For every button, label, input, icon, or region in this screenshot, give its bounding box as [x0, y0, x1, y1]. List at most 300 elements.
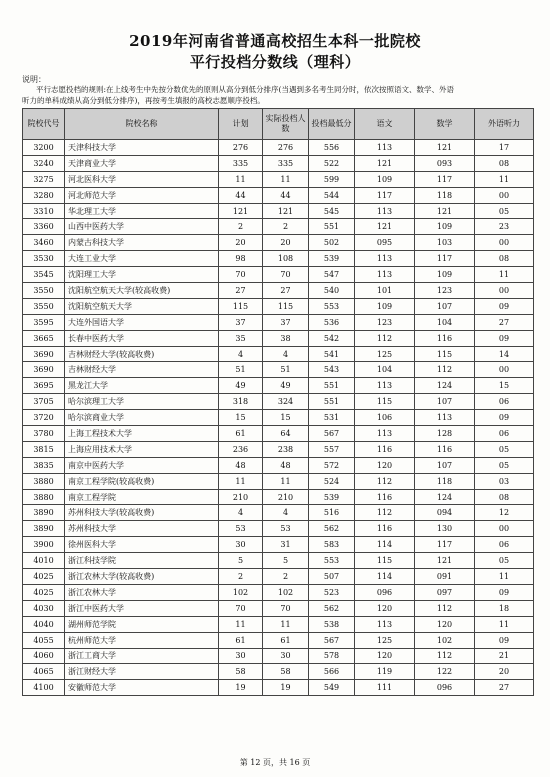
cell-actual: 15	[263, 410, 309, 426]
cell-min-score: 542	[309, 330, 355, 346]
cell-math: 107	[415, 298, 475, 314]
cell-math: 130	[415, 521, 475, 537]
cell-min-score: 551	[309, 219, 355, 235]
cell-min-score: 507	[309, 569, 355, 585]
cell-name: 上海应用技术大学	[65, 441, 219, 457]
cell-listening: 09	[475, 330, 534, 346]
cell-min-score: 583	[309, 537, 355, 553]
cell-chinese: 115	[355, 394, 415, 410]
cell-math: 117	[415, 537, 475, 553]
cell-name: 沈阳航空航天大学(较高收费)	[65, 283, 219, 299]
cell-plan: 51	[219, 362, 263, 378]
table-row	[23, 219, 534, 235]
cell-chinese: 113	[355, 267, 415, 283]
cell-actual: 53	[263, 521, 309, 537]
cell-min-score: 502	[309, 235, 355, 251]
cell-math: 094	[415, 505, 475, 521]
cell-code: 4025	[23, 584, 65, 600]
table-row	[23, 394, 534, 410]
cell-math: 128	[415, 426, 475, 442]
table-row	[23, 314, 534, 330]
cell-math: 097	[415, 584, 475, 600]
cell-actual: 4	[263, 346, 309, 362]
cell-min-score: 531	[309, 410, 355, 426]
cell-chinese: 113	[355, 203, 415, 219]
cell-actual: 38	[263, 330, 309, 346]
cell-listening: 08	[475, 251, 534, 267]
cell-actual: 49	[263, 378, 309, 394]
table-row	[23, 664, 534, 680]
cell-code: 3890	[23, 505, 65, 521]
table-row	[23, 330, 534, 346]
cell-math: 117	[415, 251, 475, 267]
cell-code: 3690	[23, 346, 65, 362]
cell-code: 3240	[23, 155, 65, 171]
cell-listening: 20	[475, 664, 534, 680]
cell-listening: 05	[475, 441, 534, 457]
cell-math: 116	[415, 330, 475, 346]
cell-code: 3880	[23, 473, 65, 489]
cell-min-score: 567	[309, 426, 355, 442]
cell-plan: 30	[219, 648, 263, 664]
cell-chinese: 121	[355, 155, 415, 171]
cell-min-score: 556	[309, 140, 355, 156]
cell-plan: 58	[219, 664, 263, 680]
cell-actual: 37	[263, 314, 309, 330]
cell-name: 浙江中医药大学	[65, 600, 219, 616]
cell-chinese: 106	[355, 410, 415, 426]
cell-listening: 06	[475, 394, 534, 410]
col-header-listening: 外语听力	[475, 109, 534, 140]
cell-name: 长春中医药大学	[65, 330, 219, 346]
table-row	[23, 426, 534, 442]
table-body	[23, 140, 534, 696]
cell-chinese: 114	[355, 569, 415, 585]
table-row	[23, 569, 534, 585]
cell-math: 117	[415, 171, 475, 187]
cell-actual: 11	[263, 473, 309, 489]
cell-listening: 00	[475, 362, 534, 378]
table-row	[23, 155, 534, 171]
cell-code: 3665	[23, 330, 65, 346]
cell-math: 113	[415, 410, 475, 426]
col-header-actual: 实际投档人数	[263, 109, 309, 140]
cell-name: 杭州师范大学	[65, 632, 219, 648]
cell-min-score: 540	[309, 283, 355, 299]
table-row	[23, 505, 534, 521]
cell-actual: 2	[263, 219, 309, 235]
cell-min-score: 539	[309, 489, 355, 505]
cell-listening: 18	[475, 600, 534, 616]
cell-math: 116	[415, 441, 475, 457]
cell-math: 103	[415, 235, 475, 251]
cell-code: 3705	[23, 394, 65, 410]
table-row	[23, 473, 534, 489]
cell-actual: 51	[263, 362, 309, 378]
table-row	[23, 140, 534, 156]
cell-actual: 5	[263, 553, 309, 569]
col-header-math: 数学	[415, 109, 475, 140]
cell-min-score: 551	[309, 378, 355, 394]
cell-math: 118	[415, 187, 475, 203]
cell-chinese: 120	[355, 600, 415, 616]
cell-plan: 4	[219, 505, 263, 521]
cell-code: 3880	[23, 489, 65, 505]
cell-actual: 58	[263, 664, 309, 680]
cell-name: 南京工程学院(较高收费)	[65, 473, 219, 489]
cell-code: 3550	[23, 298, 65, 314]
cell-actual: 30	[263, 648, 309, 664]
cell-plan: 318	[219, 394, 263, 410]
cell-min-score: 538	[309, 616, 355, 632]
cell-code: 4010	[23, 553, 65, 569]
cell-plan: 19	[219, 680, 263, 696]
table-row	[23, 346, 534, 362]
note-line-2: 听力的单科成绩从高分到低分排序)，再按考生填报的高校志愿顺序投档。	[22, 96, 265, 105]
cell-name: 浙江农林大学	[65, 584, 219, 600]
cell-listening: 11	[475, 171, 534, 187]
cell-plan: 5	[219, 553, 263, 569]
cell-name: 哈尔滨理工大学	[65, 394, 219, 410]
cell-plan: 2	[219, 219, 263, 235]
table-row	[23, 235, 534, 251]
cell-chinese: 120	[355, 457, 415, 473]
table-row	[23, 680, 534, 696]
cell-min-score: 523	[309, 584, 355, 600]
cell-math: 112	[415, 648, 475, 664]
table-row	[23, 362, 534, 378]
cell-code: 3360	[23, 219, 65, 235]
cell-plan: 61	[219, 426, 263, 442]
cell-name: 南京中医药大学	[65, 457, 219, 473]
cell-chinese: 121	[355, 219, 415, 235]
cell-min-score: 522	[309, 155, 355, 171]
cell-plan: 121	[219, 203, 263, 219]
cell-code: 4040	[23, 616, 65, 632]
cell-math: 091	[415, 569, 475, 585]
table-row	[23, 187, 534, 203]
cell-min-score: 547	[309, 267, 355, 283]
cell-code: 3530	[23, 251, 65, 267]
cell-listening: 09	[475, 410, 534, 426]
cell-name: 华北理工大学	[65, 203, 219, 219]
cell-name: 河北医科大学	[65, 171, 219, 187]
table-row	[23, 298, 534, 314]
cell-code: 3835	[23, 457, 65, 473]
cell-chinese: 112	[355, 330, 415, 346]
cell-chinese: 123	[355, 314, 415, 330]
cell-listening: 08	[475, 155, 534, 171]
cell-plan: 37	[219, 314, 263, 330]
cell-min-score: 562	[309, 521, 355, 537]
table-header-row	[23, 109, 534, 140]
cell-listening: 05	[475, 203, 534, 219]
cell-min-score: 545	[309, 203, 355, 219]
cell-math: 112	[415, 600, 475, 616]
cell-listening: 27	[475, 680, 534, 696]
cell-min-score: 562	[309, 600, 355, 616]
cell-actual: 20	[263, 235, 309, 251]
cell-name: 哈尔滨商业大学	[65, 410, 219, 426]
cell-min-score: 566	[309, 664, 355, 680]
cell-chinese: 116	[355, 489, 415, 505]
cell-math: 109	[415, 267, 475, 283]
cell-listening: 00	[475, 283, 534, 299]
cell-name: 吉林财经大学(较高收费)	[65, 346, 219, 362]
cell-code: 3200	[23, 140, 65, 156]
page-title: 2019年河南省普通高校招生本科一批院校	[129, 32, 421, 50]
cell-chinese: 113	[355, 426, 415, 442]
cell-min-score: 536	[309, 314, 355, 330]
cell-name: 徐州医科大学	[65, 537, 219, 553]
cell-code: 3690	[23, 362, 65, 378]
cell-actual: 276	[263, 140, 309, 156]
cell-name: 沈阳航空航天大学	[65, 298, 219, 314]
cell-listening: 12	[475, 505, 534, 521]
cell-math: 109	[415, 219, 475, 235]
cell-name: 沈阳理工大学	[65, 267, 219, 283]
cell-plan: 11	[219, 171, 263, 187]
cell-chinese: 125	[355, 346, 415, 362]
cell-math: 122	[415, 664, 475, 680]
cell-code: 3720	[23, 410, 65, 426]
cell-min-score: 543	[309, 362, 355, 378]
table-row	[23, 267, 534, 283]
cell-name: 天津商业大学	[65, 155, 219, 171]
cell-listening: 11	[475, 267, 534, 283]
cell-plan: 4	[219, 346, 263, 362]
table-row	[23, 441, 534, 457]
table-row	[23, 632, 534, 648]
col-header-plan: 计划	[219, 109, 263, 140]
cell-min-score: 578	[309, 648, 355, 664]
cell-code: 3900	[23, 537, 65, 553]
table-row	[23, 584, 534, 600]
cell-actual: 210	[263, 489, 309, 505]
cell-plan: 115	[219, 298, 263, 314]
cell-min-score: 524	[309, 473, 355, 489]
cell-code: 4100	[23, 680, 65, 696]
cell-actual: 121	[263, 203, 309, 219]
cell-min-score: 516	[309, 505, 355, 521]
cell-min-score: 567	[309, 632, 355, 648]
cell-math: 120	[415, 616, 475, 632]
cell-math: 118	[415, 473, 475, 489]
cell-listening: 08	[475, 489, 534, 505]
cell-listening: 23	[475, 219, 534, 235]
cell-math: 104	[415, 314, 475, 330]
cell-chinese: 116	[355, 441, 415, 457]
cell-listening: 09	[475, 298, 534, 314]
cell-math: 124	[415, 489, 475, 505]
cell-listening: 05	[475, 553, 534, 569]
cell-plan: 30	[219, 537, 263, 553]
cell-chinese: 115	[355, 553, 415, 569]
table-row	[23, 203, 534, 219]
cell-actual: 238	[263, 441, 309, 457]
cell-listening: 00	[475, 187, 534, 203]
cell-plan: 20	[219, 235, 263, 251]
col-header-name: 院校名称	[65, 109, 219, 140]
cell-actual: 64	[263, 426, 309, 442]
cell-plan: 98	[219, 251, 263, 267]
cell-listening: 03	[475, 473, 534, 489]
cell-listening: 05	[475, 457, 534, 473]
cell-plan: 53	[219, 521, 263, 537]
cell-actual: 31	[263, 537, 309, 553]
cell-chinese: 116	[355, 521, 415, 537]
cell-code: 4030	[23, 600, 65, 616]
cell-plan: 210	[219, 489, 263, 505]
notes-label: 说明：	[22, 75, 46, 84]
cell-actual: 2	[263, 569, 309, 585]
col-header-min-score: 投档最低分	[309, 109, 355, 140]
cell-plan: 35	[219, 330, 263, 346]
cell-math: 102	[415, 632, 475, 648]
cell-actual: 115	[263, 298, 309, 314]
cell-listening: 14	[475, 346, 534, 362]
cell-code: 3890	[23, 521, 65, 537]
cell-math: 112	[415, 362, 475, 378]
cell-code: 3695	[23, 378, 65, 394]
cell-name: 黑龙江大学	[65, 378, 219, 394]
cell-listening: 17	[475, 140, 534, 156]
cell-min-score: 553	[309, 298, 355, 314]
cell-math: 115	[415, 346, 475, 362]
cell-min-score: 599	[309, 171, 355, 187]
cell-listening: 00	[475, 521, 534, 537]
cell-name: 湖州师范学院	[65, 616, 219, 632]
cell-code: 4065	[23, 664, 65, 680]
table-row	[23, 521, 534, 537]
cell-chinese: 095	[355, 235, 415, 251]
cell-chinese: 112	[355, 473, 415, 489]
cell-actual: 102	[263, 584, 309, 600]
cell-plan: 61	[219, 632, 263, 648]
cell-actual: 61	[263, 632, 309, 648]
cell-actual: 11	[263, 171, 309, 187]
cell-min-score: 544	[309, 187, 355, 203]
cell-plan: 49	[219, 378, 263, 394]
cell-min-score: 557	[309, 441, 355, 457]
cell-chinese: 125	[355, 632, 415, 648]
cell-actual: 4	[263, 505, 309, 521]
cell-actual: 48	[263, 457, 309, 473]
cell-math: 123	[415, 283, 475, 299]
note-line-1: 平行志愿投档的规则:在上线考生中先按分数优先的原则从高分到低分排序(当遇到多名考生同分时，依次按照语文、数学、外语	[36, 85, 454, 94]
table-row	[23, 251, 534, 267]
cell-math: 121	[415, 203, 475, 219]
cell-code: 3460	[23, 235, 65, 251]
cell-plan: 335	[219, 155, 263, 171]
cell-math: 107	[415, 457, 475, 473]
cell-plan: 2	[219, 569, 263, 585]
cell-actual: 19	[263, 680, 309, 696]
cell-listening: 21	[475, 648, 534, 664]
cell-name: 苏州科技大学	[65, 521, 219, 537]
page-footer: 第 12 页，共 16 页	[239, 758, 311, 767]
cell-code: 3275	[23, 171, 65, 187]
cell-listening: 11	[475, 569, 534, 585]
cell-name: 安徽师范大学	[65, 680, 219, 696]
cell-name: 苏州科技大学(较高收费)	[65, 505, 219, 521]
cell-math: 096	[415, 680, 475, 696]
cell-chinese: 114	[355, 537, 415, 553]
cell-name: 天津科技大学	[65, 140, 219, 156]
cell-math: 121	[415, 140, 475, 156]
cell-chinese: 120	[355, 648, 415, 664]
cell-chinese: 113	[355, 378, 415, 394]
cell-code: 3545	[23, 267, 65, 283]
cell-name: 南京工程学院	[65, 489, 219, 505]
cell-actual: 11	[263, 616, 309, 632]
col-header-chinese: 语文	[355, 109, 415, 140]
cell-code: 3310	[23, 203, 65, 219]
cell-math: 121	[415, 553, 475, 569]
cell-name: 内蒙古科技大学	[65, 235, 219, 251]
score-table	[22, 108, 534, 696]
cell-math: 124	[415, 378, 475, 394]
cell-plan: 15	[219, 410, 263, 426]
cell-min-score: 553	[309, 553, 355, 569]
table-row	[23, 537, 534, 553]
cell-actual: 27	[263, 283, 309, 299]
cell-plan: 11	[219, 473, 263, 489]
cell-chinese: 111	[355, 680, 415, 696]
cell-name: 山西中医药大学	[65, 219, 219, 235]
cell-chinese: 113	[355, 616, 415, 632]
cell-math: 093	[415, 155, 475, 171]
cell-actual: 70	[263, 267, 309, 283]
cell-chinese: 112	[355, 505, 415, 521]
cell-min-score: 572	[309, 457, 355, 473]
cell-chinese: 117	[355, 187, 415, 203]
cell-name: 大连工业大学	[65, 251, 219, 267]
cell-listening: 06	[475, 537, 534, 553]
cell-code: 4025	[23, 569, 65, 585]
table-row	[23, 648, 534, 664]
page-subtitle: 平行投档分数线（理科）	[189, 53, 361, 71]
cell-listening: 06	[475, 426, 534, 442]
cell-name: 浙江农林大学(较高收费)	[65, 569, 219, 585]
cell-code: 4060	[23, 648, 65, 664]
cell-plan: 44	[219, 187, 263, 203]
cell-code: 3280	[23, 187, 65, 203]
cell-actual: 70	[263, 600, 309, 616]
cell-name: 上海工程技术大学	[65, 426, 219, 442]
cell-chinese: 096	[355, 584, 415, 600]
cell-listening: 09	[475, 632, 534, 648]
table-row	[23, 283, 534, 299]
cell-listening: 09	[475, 584, 534, 600]
cell-chinese: 109	[355, 171, 415, 187]
table-row	[23, 378, 534, 394]
cell-code: 3550	[23, 283, 65, 299]
cell-chinese: 119	[355, 664, 415, 680]
cell-name: 浙江科技学院	[65, 553, 219, 569]
table-row	[23, 410, 534, 426]
cell-plan: 48	[219, 457, 263, 473]
cell-min-score: 539	[309, 251, 355, 267]
cell-actual: 44	[263, 187, 309, 203]
cell-math: 107	[415, 394, 475, 410]
cell-code: 3815	[23, 441, 65, 457]
cell-plan: 70	[219, 600, 263, 616]
cell-actual: 335	[263, 155, 309, 171]
cell-plan: 102	[219, 584, 263, 600]
cell-plan: 276	[219, 140, 263, 156]
table-row	[23, 616, 534, 632]
